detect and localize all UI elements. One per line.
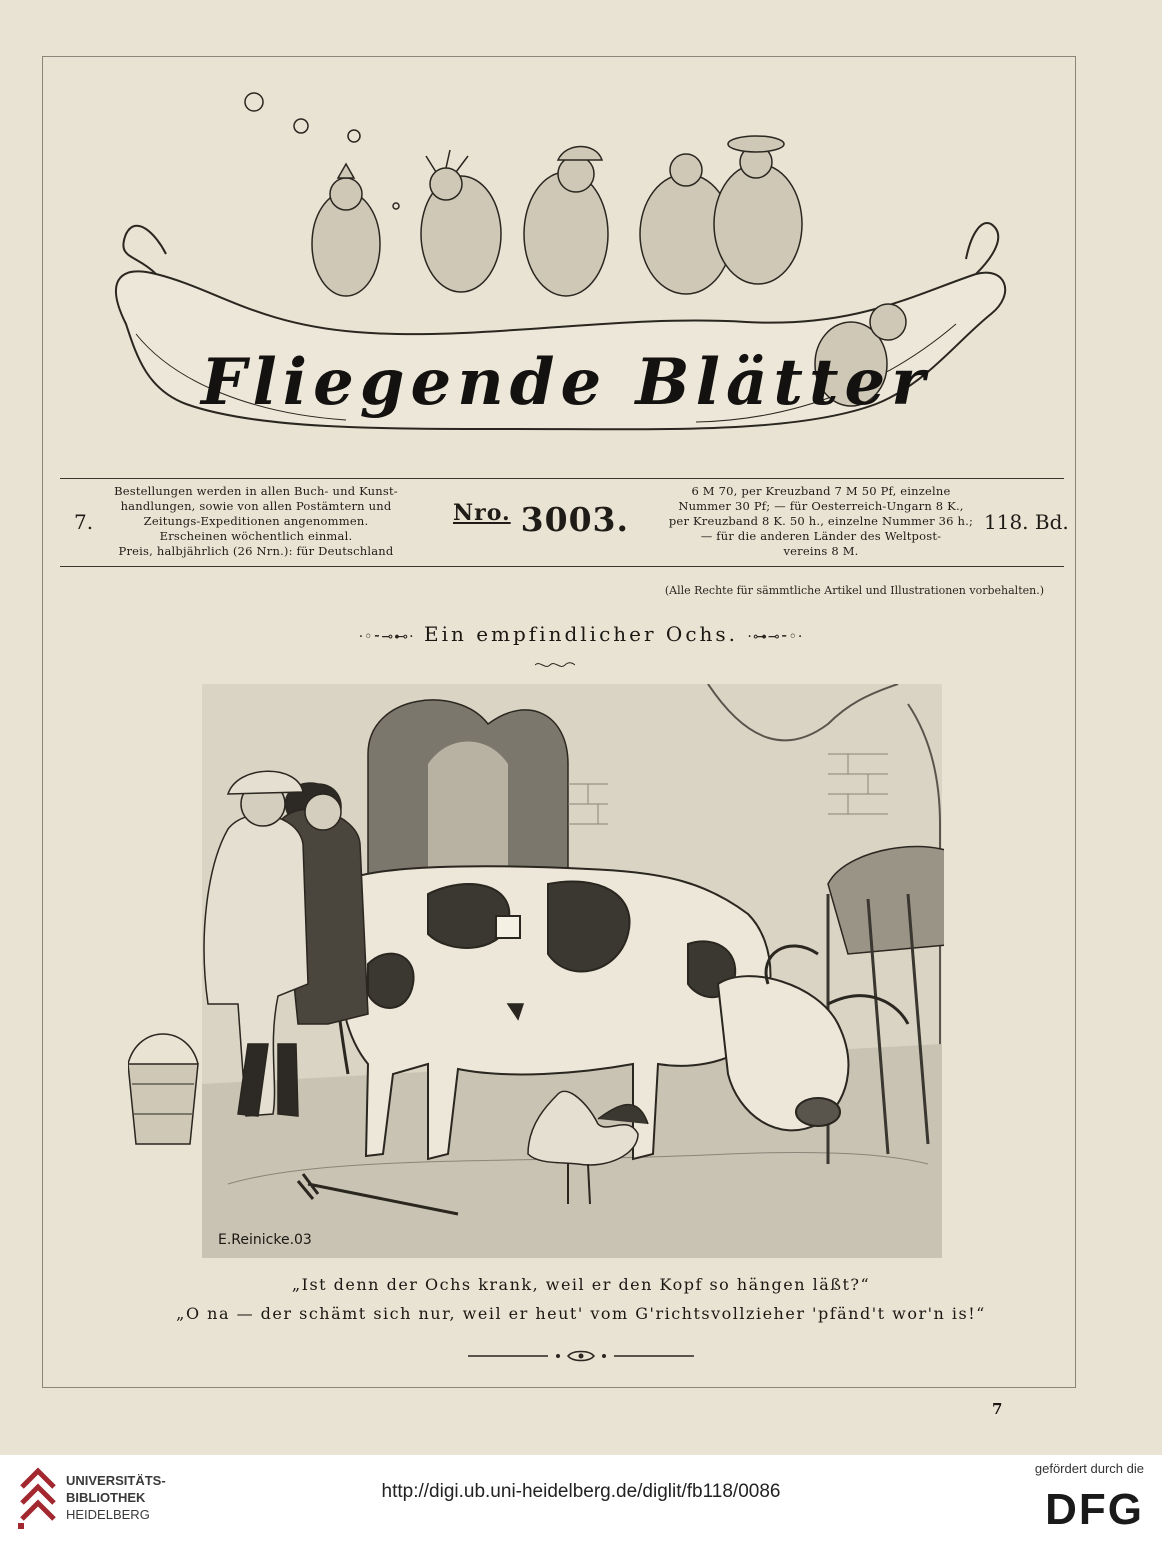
masthead-title: Fliegende Blätter (201, 345, 931, 420)
volume-number-left: 7. (74, 510, 94, 534)
title-flourish-icon (535, 660, 575, 670)
volume-number-right: 118. Bd. (984, 510, 1069, 534)
soap-bubbles (245, 93, 399, 209)
source-url-link[interactable]: http://digi.ub.uni-heidelberg.de/diglit/fb118/0086 (381, 1481, 781, 1502)
digitization-footer (0, 1455, 1162, 1541)
caption-answer: „O na — der schämt sich nur, weil er heut' vom G'richtsvollzieher 'pfänd't wor'n is!“ (176, 1304, 986, 1323)
funding-credit: gefördert durch die (1034, 1461, 1144, 1476)
rights-notice: (Alle Rechte für sämmtliche Artikel und Illustrationen vorbehalten.) (664, 584, 1044, 597)
order-information: Bestellungen werden in allen Buch- und Kunst- handlungen, sowie von allen Postämtern und Zeitungs-Expeditionen angenommen. Erscheinen wöchentlich einmal. Preis, halbjährlich (26 Nrn.): für Deutschland (114, 484, 398, 558)
dfg-logo: DFG (1045, 1485, 1144, 1534)
issue-prefix: Nro. (453, 500, 511, 526)
title-ornament-right-icon: ·⊶⊸⁃◦· (747, 629, 804, 645)
library-name: UNIVERSITÄTS- BIBLIOTHEK HEIDELBERG (66, 1473, 166, 1522)
caption-question: „Ist denn der Ochs krank, weil er den Kopf so hängen läßt?“ (291, 1275, 871, 1294)
article-title: Ein empfindlicher Ochs. (423, 622, 739, 646)
page-number: 7 (992, 1400, 1003, 1418)
bottom-flourish-icon (468, 1350, 694, 1362)
header-rule-bottom (60, 566, 1064, 567)
ox-illustration (128, 684, 944, 1258)
title-ornament-left-icon: ·◦⁃⊸⊷· (358, 629, 415, 645)
price-information: 6 M 70, per Kreuzband 7 M 50 Pf, einzelne Nummer 30 Pf; — für Oesterreich-Ungarn 8 K., per Kreuzband 8 K. 50 h., einzelne Nummer 36 h.; — für die anderen Länder des Weltpost- vereins 8 M. (668, 484, 974, 558)
issue-number (436, 500, 646, 539)
wooden-bucket (128, 1064, 198, 1144)
masthead-illustration (96, 84, 1016, 454)
issue-number-value: 3003. (520, 500, 629, 539)
illustration-signature: E.Reinicke.03 (218, 1232, 312, 1248)
article-title-row (0, 622, 1162, 646)
header-rule-top (60, 478, 1064, 479)
